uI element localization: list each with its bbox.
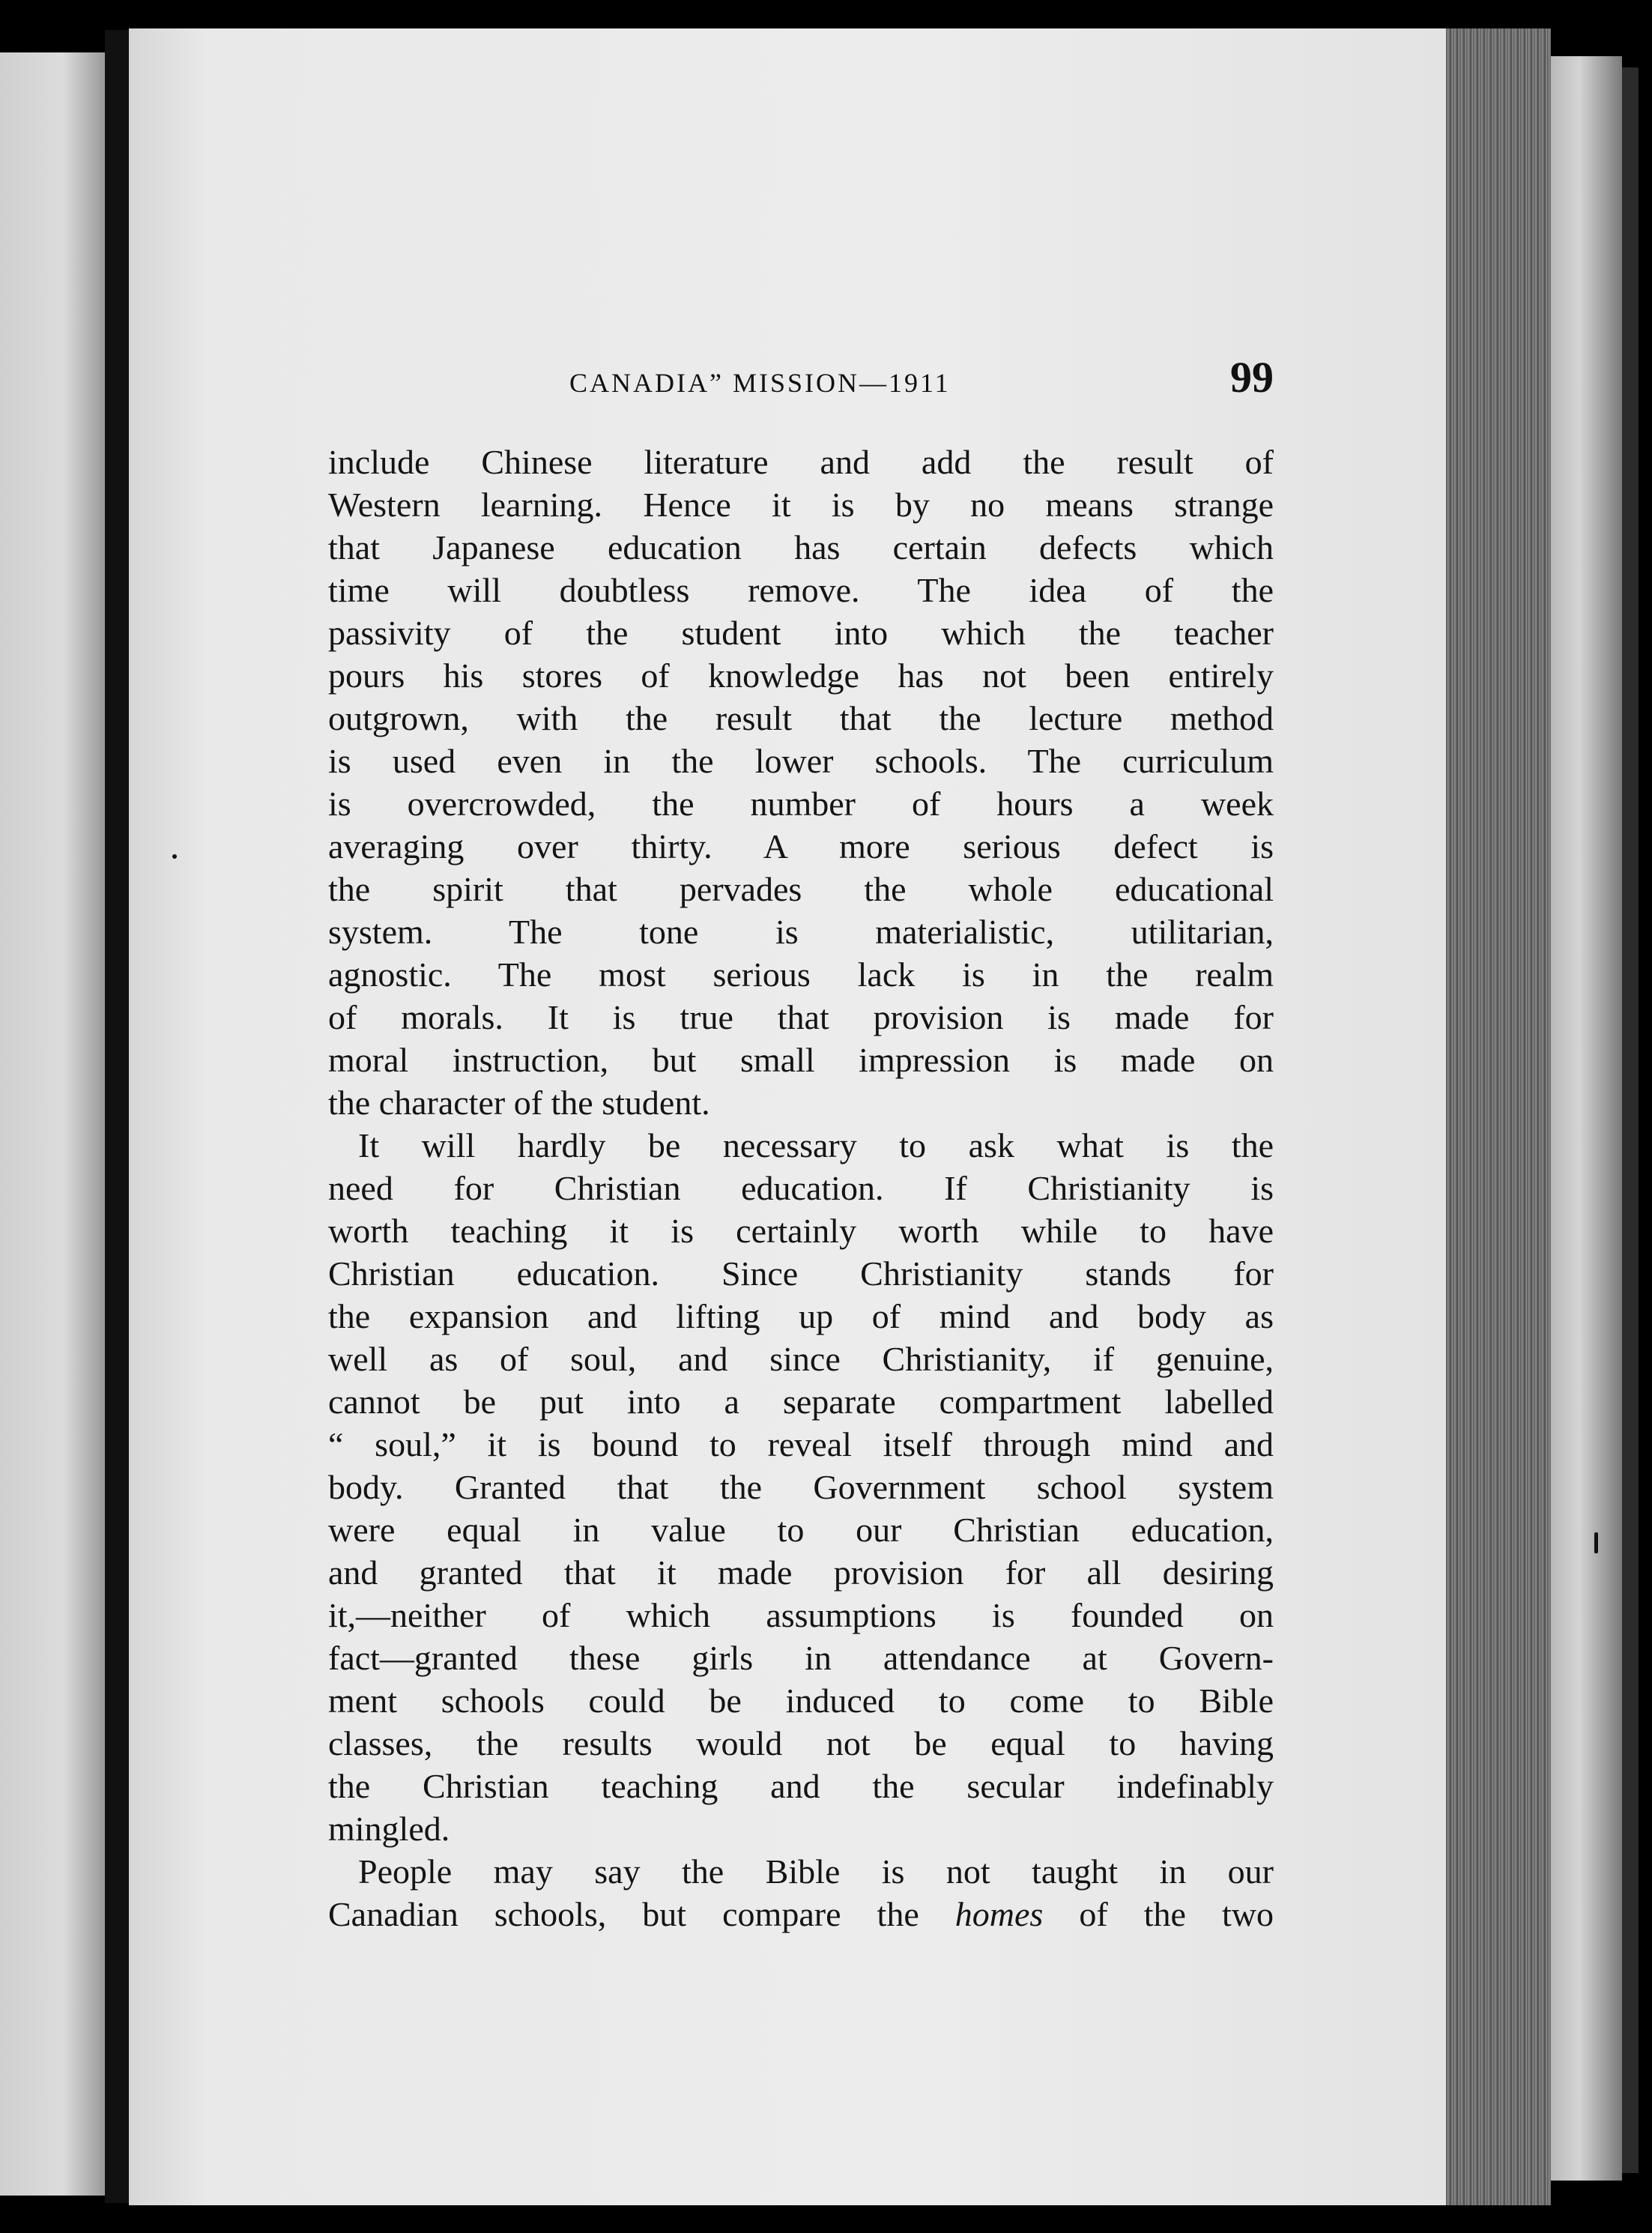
text-line: of morals. It is true that provision is made for bbox=[328, 998, 1274, 1036]
text-line: time will doubtless remove. The idea of the bbox=[328, 571, 1274, 609]
text-line: the Christian teaching and the secular indefinably bbox=[328, 1767, 1274, 1805]
text-line: pours his stores of knowledge has not been entirely bbox=[328, 656, 1274, 695]
text-line: is overcrowded, the number of hours a week bbox=[328, 785, 1274, 823]
text-line: outgrown, with the result that the lecture method bbox=[328, 699, 1274, 737]
book-gutter bbox=[105, 30, 131, 2203]
paragraph-2 bbox=[328, 1124, 1274, 1850]
text-line: the character of the student. bbox=[328, 1084, 710, 1122]
text-line: cannot be put into a separate compartment labelled bbox=[328, 1383, 1274, 1421]
text-line: need for Christian education. If Christianity is bbox=[328, 1169, 1274, 1207]
text-line: agnostic. The most serious lack is in the realm bbox=[328, 955, 1274, 994]
dust-speck bbox=[1594, 1532, 1598, 1553]
text-line: People may say the Bible is not taught in our bbox=[358, 1852, 1274, 1891]
cover-shadow bbox=[1622, 67, 1639, 2173]
text-line-final bbox=[328, 1893, 1274, 1936]
facing-page-edge bbox=[0, 52, 105, 2196]
text-line: mingled. bbox=[328, 1810, 450, 1848]
dust-speck bbox=[172, 854, 177, 859]
emphasis-homes: homes bbox=[954, 1895, 1044, 1933]
text-line: the spirit that pervades the whole educational bbox=[328, 870, 1274, 908]
text-line: body. Granted that the Government school system bbox=[328, 1468, 1274, 1506]
text-line: the expansion and lifting up of mind and body as bbox=[328, 1297, 1274, 1335]
text-line: “ soul,” it is bound to reveal itself through mind and bbox=[328, 1425, 1274, 1463]
body-text bbox=[328, 441, 1274, 1936]
back-cover-edge bbox=[1551, 56, 1622, 2181]
text-line: Western learning. Hence it is by no means strange bbox=[328, 486, 1274, 524]
text-line: fact—granted these girls in attendance at Govern- bbox=[328, 1639, 1274, 1677]
text-line: were equal in value to our Christian education, bbox=[328, 1511, 1274, 1549]
text-line: averaging over thirty. A more serious defect is bbox=[328, 827, 1274, 865]
text-line: it,—neither of which assumptions is founded on bbox=[328, 1596, 1274, 1634]
text-line: worth teaching it is certainly worth while to have bbox=[328, 1212, 1274, 1250]
text-line: include Chinese literature and add the result of bbox=[328, 443, 1274, 481]
page-block-edges bbox=[1446, 28, 1551, 2205]
text-line: It will hardly be necessary to ask what is the bbox=[358, 1126, 1274, 1164]
text-line: Christian education. Since Christianity stands for bbox=[328, 1254, 1274, 1293]
text-line: moral instruction, but small impression is made on bbox=[328, 1041, 1274, 1079]
text-line: ment schools could be induced to come to Bible bbox=[328, 1681, 1274, 1720]
text-line: classes, the results would not be equal to having bbox=[328, 1724, 1274, 1762]
text-line: system. The tone is materialistic, utilitarian, bbox=[328, 913, 1274, 951]
text-run: of the two bbox=[1043, 1895, 1274, 1933]
page-number: 99 bbox=[1230, 353, 1274, 402]
text-line: well as of soul, and since Christianity, if genuine, bbox=[328, 1340, 1274, 1378]
text-line: passivity of the student into which the teacher bbox=[328, 614, 1274, 652]
running-head bbox=[330, 352, 1274, 420]
paragraph-3 bbox=[328, 1850, 1274, 1936]
paragraph-1 bbox=[328, 441, 1274, 1124]
running-head-title: CANADIA” MISSION—1911 bbox=[569, 368, 951, 398]
text-run: Canadian schools, but compare the bbox=[328, 1895, 955, 1933]
text-line: that Japanese education has certain defects which bbox=[328, 528, 1274, 566]
text-line: and granted that it made provision for all desiring bbox=[328, 1553, 1274, 1592]
text-line: is used even in the lower schools. The curriculum bbox=[328, 742, 1274, 780]
